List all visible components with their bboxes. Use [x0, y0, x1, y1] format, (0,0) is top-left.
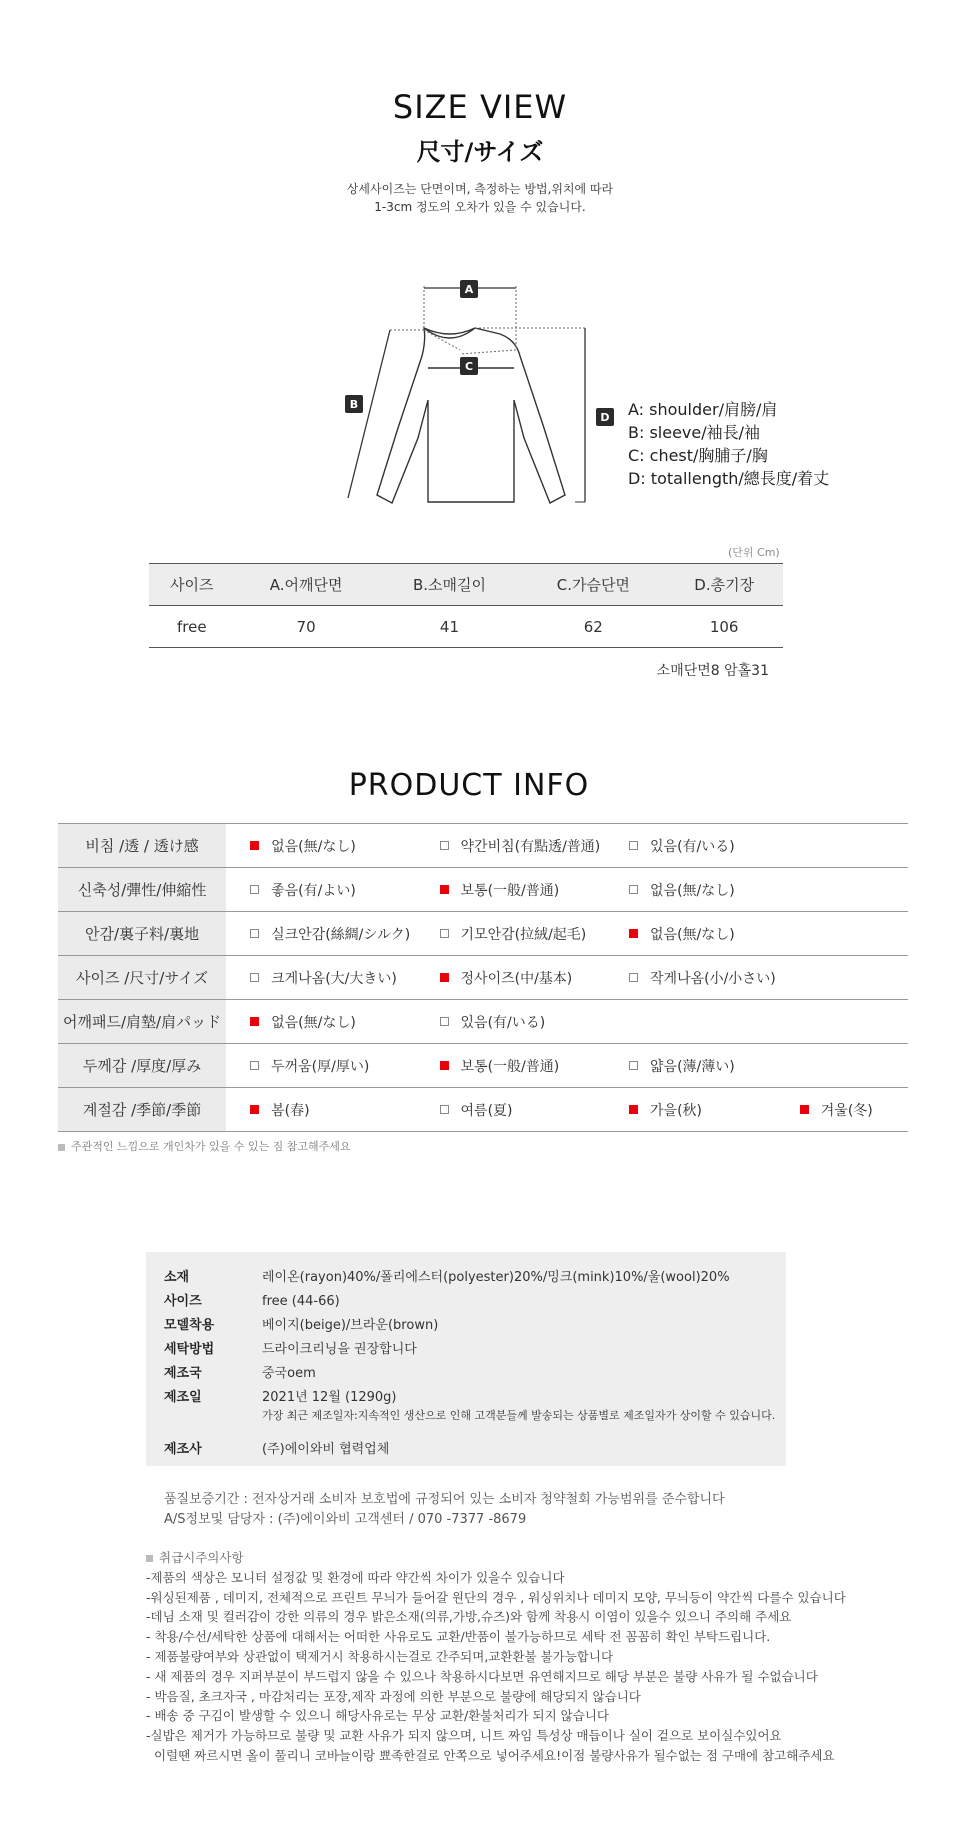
spec-key: 제조일 — [164, 1390, 202, 1405]
checked-box-icon — [800, 1105, 809, 1114]
unchecked-box-icon — [629, 885, 638, 894]
unchecked-box-icon — [250, 885, 259, 894]
info-option-text: 보통(一般/普通) — [460, 882, 560, 899]
unchecked-box-icon — [250, 1061, 259, 1070]
info-row — [58, 1088, 908, 1132]
cell-size: free — [149, 606, 235, 648]
checked-box-icon — [250, 1105, 259, 1114]
header-sleeve: B.소매길이 — [378, 564, 522, 606]
header-shoulder: A.어깨단면 — [235, 564, 378, 606]
cell-chest: 62 — [521, 606, 665, 648]
size-table — [149, 563, 783, 648]
info-empty-cell — [776, 824, 908, 868]
info-option — [776, 1088, 908, 1132]
unchecked-box-icon — [629, 1061, 638, 1070]
info-option-text: 정사이즈(中/基本) — [460, 970, 573, 987]
legend-c: C: chest/胸脯子/胸 — [628, 446, 768, 465]
spec-value: free (44-66) — [262, 1294, 340, 1309]
care-heading-text: 취급시주의사항 — [159, 1550, 244, 1565]
cell-length: 106 — [665, 606, 783, 648]
info-option-text: 두꺼움(厚/厚い) — [271, 1058, 370, 1075]
info-option — [416, 1000, 605, 1044]
unit-label: (단위 Cm) — [728, 546, 780, 559]
product-info-note — [58, 1138, 351, 1154]
product-info-table — [58, 823, 908, 1132]
unchecked-box-icon — [440, 929, 449, 938]
spec-row-maker — [164, 1438, 389, 1457]
spec-value: 드라이크리닝을 권장합니다 — [262, 1342, 417, 1357]
marker-d — [596, 408, 614, 426]
marker-b-label: B — [349, 398, 359, 411]
info-option-text: 기모안감(拉絨/起毛) — [460, 926, 587, 943]
size-extra-note: 소매단면8 암홀31 — [656, 663, 769, 679]
info-option-text: 있음(有/いる) — [460, 1014, 546, 1031]
info-option-text: 겨울(冬) — [820, 1102, 873, 1119]
size-view-title: SIZE VIEW — [392, 88, 568, 126]
checked-box-icon — [629, 1105, 638, 1114]
guarantee-info — [164, 1490, 725, 1530]
info-option — [605, 912, 776, 956]
spec-value: (주)에이와비 협력업체 — [262, 1442, 390, 1457]
size-table-header — [149, 564, 783, 606]
spec-value: 2021년 12월 (1290g) — [262, 1390, 397, 1405]
info-option — [416, 868, 605, 912]
info-option — [605, 824, 776, 868]
info-option — [416, 1088, 605, 1132]
spec-key: 제조국 — [164, 1366, 202, 1381]
info-empty-cell — [776, 1000, 908, 1044]
spec-value: 중국oem — [262, 1366, 316, 1381]
marker-a-label: A — [464, 283, 474, 296]
size-view-subtitle: 尺寸/サイズ — [416, 138, 544, 166]
unchecked-box-icon — [629, 841, 638, 850]
marker-b — [345, 395, 363, 413]
checked-box-icon — [250, 1017, 259, 1026]
checked-box-icon — [440, 1061, 449, 1070]
care-line: - 배송 중 구김이 발생할 수 있으니 해당사유로는 무상 교환/환불처리가 되지 않습니다 — [146, 1708, 609, 1724]
care-line: -워싱된제품 , 데미지, 전체적으로 프린트 무늬가 들어갈 원단의 경우 , 워싱위치나 데미지 모양, 무늬등이 약간씩 다를수 있습니다 — [146, 1589, 846, 1605]
info-option-text: 작게나옴(小/小さい) — [650, 970, 776, 987]
info-option — [416, 912, 605, 956]
spec-date-note: 가장 최근 제조일자:지속적인 생산으로 인해 고객분들께 발송되는 상품별로 제조일자가 상이할 수 있습니다. — [262, 1409, 776, 1422]
unchecked-box-icon — [440, 1105, 449, 1114]
unchecked-box-icon — [629, 973, 638, 982]
info-row — [58, 1044, 908, 1088]
info-option — [416, 824, 605, 868]
cell-sleeve: 41 — [378, 606, 522, 648]
garment-diagram — [320, 260, 620, 510]
table-row — [149, 606, 783, 648]
header-length: D.총기장 — [665, 564, 783, 606]
info-option-text: 보통(一般/普通) — [460, 1058, 560, 1075]
unchecked-box-icon — [250, 973, 259, 982]
care-line: - 제품불량여부와 상관없이 택제거시 착용하시는걸로 간주되며,교환환불 불가능합니다 — [146, 1648, 614, 1664]
spec-key: 모델착용 — [164, 1318, 215, 1333]
info-option-text: 봄(春) — [271, 1102, 310, 1119]
info-option — [605, 956, 776, 1000]
info-row — [58, 912, 908, 956]
spec-row-material — [164, 1266, 730, 1285]
checked-box-icon — [440, 973, 449, 982]
care-line: - 착용/수선/세탁한 상품에 대해서는 어떠한 사유로도 교환/반품이 불가능하므로 세탁 전 꼼꼼히 확인 부탁드립니다. — [146, 1629, 771, 1645]
care-instructions — [146, 1548, 846, 1766]
legend-a: A: shoulder/肩膀/肩 — [628, 400, 778, 419]
info-option — [605, 1088, 776, 1132]
info-option — [226, 1044, 415, 1088]
info-empty-cell — [776, 868, 908, 912]
measurement-guides — [390, 286, 585, 354]
checked-box-icon — [440, 885, 449, 894]
info-option — [226, 912, 415, 956]
guarantee-line1: 품질보증기간 : 전자상거래 소비자 보호법에 규정되어 있는 소비자 청약철회 가능범위를 준수합니다 — [164, 1492, 725, 1507]
info-row — [58, 824, 908, 868]
info-row-label: 계절감 /季節/季節 — [58, 1088, 226, 1132]
care-line: -제품의 색상은 모니터 설정값 및 환경에 따라 약간씩 차이가 있을수 있습니다 — [146, 1569, 565, 1585]
sweater-outline — [377, 328, 565, 503]
guarantee-line2: A/S정보및 담당자 : (주)에이와비 고객센터 / 070 -7377 -8679 — [164, 1512, 527, 1527]
care-line: 이럴땐 짜르시면 올이 풀리니 코바늘이랑 뾰족한걸로 안쪽으로 넣어주세요!이점 불량사유가 될수없는 점 구매에 참고해주세요 — [146, 1747, 835, 1763]
info-empty-cell — [605, 1000, 776, 1044]
info-option — [226, 1088, 415, 1132]
info-row-label: 두께감 /厚度/厚み — [58, 1044, 226, 1088]
marker-c — [460, 357, 478, 375]
info-option — [226, 1000, 415, 1044]
info-option-text: 있음(有/いる) — [650, 838, 735, 855]
info-row — [58, 1000, 908, 1044]
spec-key: 소재 — [164, 1270, 190, 1285]
info-option — [605, 1044, 776, 1088]
unchecked-box-icon — [440, 841, 449, 850]
info-option — [416, 1044, 605, 1088]
spec-key: 제조사 — [164, 1442, 202, 1457]
care-square-icon — [146, 1555, 153, 1562]
cell-shoulder: 70 — [235, 606, 378, 648]
info-row-label: 신축성/彈性/伸縮性 — [58, 868, 226, 912]
info-option-text: 얇음(薄/薄い) — [650, 1058, 735, 1075]
info-option — [605, 868, 776, 912]
care-line: - 새 제품의 경우 지퍼부분이 부드럽지 않을 수 있으나 착용하시다보면 유연해지므로 해당 부분은 불량 사유가 될 수없습니다 — [146, 1668, 818, 1684]
header-chest: C.가슴단면 — [521, 564, 665, 606]
note-square-icon — [58, 1144, 65, 1151]
info-row-label: 비침 /透 / 透け感 — [58, 824, 226, 868]
spec-value: 레이온(rayon)40%/폴리에스터(polyester)20%/밍크(mink)10%/울(wool)20% — [262, 1270, 730, 1285]
info-option — [226, 824, 415, 868]
info-option-text: 실크안감(絲綢/シルク) — [271, 926, 411, 943]
size-note-line2: 1-3cm 정도의 오차가 있을 수 있습니다. — [374, 200, 586, 214]
product-info-note-text: 주관적인 느낌으로 개인차가 있을 수 있는 짐 참고해주세요 — [71, 1140, 351, 1153]
spec-row-washing — [164, 1338, 417, 1357]
unchecked-box-icon — [440, 1017, 449, 1026]
size-note-line1: 상세사이즈는 단면이며, 측정하는 방법,위치에 따라 — [346, 182, 614, 196]
info-option-text: 없음(無/なし) — [271, 838, 356, 855]
checked-box-icon — [629, 929, 638, 938]
info-option — [416, 956, 605, 1000]
marker-a — [460, 280, 478, 298]
product-info-title: PRODUCT INFO — [348, 768, 590, 803]
info-option-text: 없음(無/なし) — [650, 882, 735, 899]
info-option-text: 가을(秋) — [650, 1102, 702, 1119]
info-row-label: 어깨패드/肩墊/肩パッド — [58, 1000, 226, 1044]
info-row — [58, 868, 908, 912]
spec-key: 세탁방법 — [164, 1342, 215, 1357]
info-row-label: 사이즈 /尺寸/サイズ — [58, 956, 226, 1000]
marker-c-label: C — [464, 360, 474, 373]
spec-row-model — [164, 1314, 438, 1333]
spec-row-date — [164, 1386, 397, 1405]
info-option — [226, 868, 415, 912]
checked-box-icon — [250, 841, 259, 850]
header-size: 사이즈 — [149, 564, 235, 606]
info-option-text: 크게나옴(大/大きい) — [271, 970, 397, 987]
info-option — [226, 956, 415, 1000]
info-empty-cell — [776, 956, 908, 1000]
care-heading — [146, 1548, 846, 1568]
spec-box — [146, 1252, 786, 1466]
diagram-legend — [628, 398, 829, 490]
info-empty-cell — [776, 1044, 908, 1088]
info-option-text: 여름(夏) — [460, 1102, 513, 1119]
size-view-note — [0, 180, 960, 216]
spec-value: 베이지(beige)/브라운(brown) — [262, 1318, 439, 1333]
spec-key: 사이즈 — [164, 1294, 202, 1309]
unchecked-box-icon — [250, 929, 259, 938]
care-line: -실밥은 제거가 가능하므로 불량 및 교환 사유가 되지 않으며, 니트 짜임 특성상 매듭이나 실이 겉으로 보이실수있어요 — [146, 1728, 782, 1744]
legend-b: B: sleeve/袖長/袖 — [628, 423, 761, 442]
info-row-label: 안감/裏子料/裏地 — [58, 912, 226, 956]
info-row — [58, 956, 908, 1000]
spec-row-size — [164, 1290, 340, 1309]
info-option-text: 없음(無/なし) — [271, 1014, 356, 1031]
spec-row-country — [164, 1362, 316, 1381]
info-option-text: 약간비침(有點透/普通) — [460, 838, 601, 855]
legend-d: D: totallength/總長度/着丈 — [628, 469, 830, 488]
care-line: -데님 소재 및 컬러감이 강한 의류의 경우 밝은소재(의류,가방,슈즈)와 함께 착용시 이염이 있을수 있으니 주의해 주세요 — [146, 1609, 792, 1625]
info-option-text: 없음(無/なし) — [650, 926, 735, 943]
marker-d-label: D — [600, 411, 610, 424]
info-option-text: 좋음(有/よい) — [271, 882, 356, 899]
info-empty-cell — [776, 912, 908, 956]
care-line: - 박음질, 초크자국 , 마감처리는 포장,제작 과정에 의한 부분으로 불량에 해당되지 않습니다 — [146, 1688, 641, 1704]
